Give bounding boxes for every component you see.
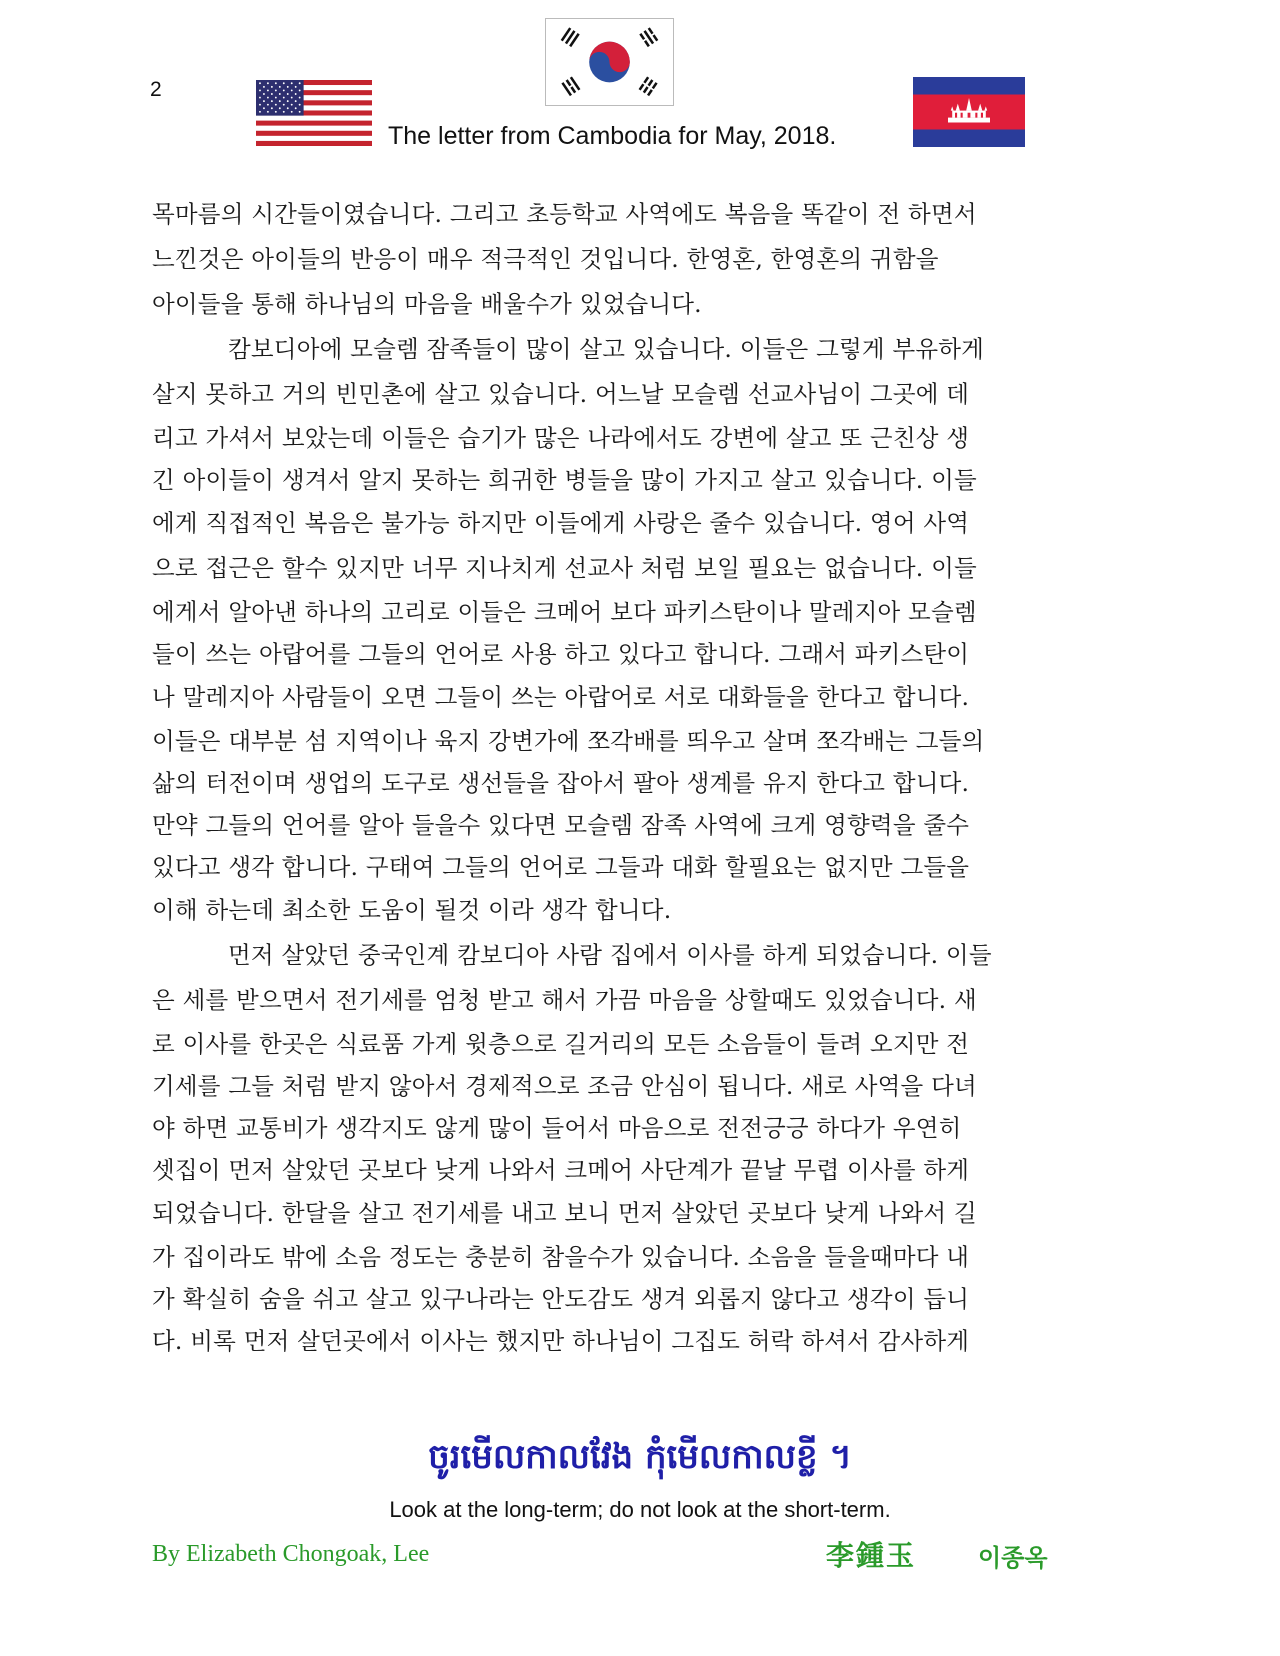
body-line: 있다고 생각 합니다. 구태여 그들의 언어로 그들과 대화 할필요는 없지만 그들을 xyxy=(152,853,970,881)
body-line: 로 이사를 한곳은 식료품 가게 윗층으로 길거리의 모든 소음들이 들려 오지만 전 xyxy=(152,1030,970,1058)
body-line: 만약 그들의 언어를 알아 들을수 있다면 모슬렘 잠족 사역에 크게 영향력을 줄수 xyxy=(152,811,970,839)
united-states-flag-icon xyxy=(256,80,372,146)
body-line: 야 하면 교통비가 생각지도 않게 많이 들어서 마음으로 전전긍긍 하다가 우연히 xyxy=(152,1114,962,1142)
body-line: 되었습니다. 한달을 살고 전기세를 내고 보니 먼저 살았던 곳보다 낮게 나와서 길 xyxy=(152,1199,977,1227)
khmer-proverb: ចូរមើលកាលវែង កុំមើលកាលខ្លី ។ xyxy=(428,1437,852,1477)
body-line: 가 집이라도 밖에 소음 정도는 충분히 참을수가 있습니다. 소음을 들을때마다 내 xyxy=(152,1243,970,1271)
body-line: 으로 접근은 할수 있지만 너무 지나치게 선교사 처럼 보일 필요는 없습니다. 이들 xyxy=(152,554,977,582)
body-line: 느낀것은 아이들의 반응이 매우 적극적인 것입니다. 한영혼, 한영혼의 귀함을 xyxy=(152,245,939,273)
letter-title: The letter from Cambodia for May, 2018. xyxy=(388,122,837,150)
body-line: 삶의 터전이며 생업의 도구로 생선들을 잡아서 팔아 생계를 유지 한다고 합니다. xyxy=(152,769,970,797)
body-line: 은 세를 받으면서 전기세를 엄청 받고 해서 가끔 마음을 상할때도 있었습니다. 새 xyxy=(152,986,977,1014)
body-line: 리고 가셔서 보았는데 이들은 습기가 많은 나라에서도 강변에 살고 또 근친상 생 xyxy=(152,424,970,452)
body-line: 아이들을 통해 하나님의 마음을 배울수가 있었습니다. xyxy=(152,290,702,318)
letter-body xyxy=(152,192,1120,1362)
body-line: 긴 아이들이 생겨서 알지 못하는 희귀한 병들을 많이 가지고 살고 있습니다. 이들 xyxy=(152,466,977,494)
south-korea-flag-icon xyxy=(545,18,674,106)
author-signature: By Elizabeth Chongoak, Lee xyxy=(152,1541,430,1567)
body-line: 나 말레지아 사람들이 오면 그들이 쓰는 아랍어로 서로 대화들을 한다고 합니다. xyxy=(152,683,970,711)
paragraph-start-line: 먼저 살았던 중국인계 캄보디아 사람 집에서 이사를 하게 되었습니다. 이들 xyxy=(228,941,992,969)
body-line: 이들은 대부분 섬 지역이나 육지 강변가에 쪼각배를 띄우고 살며 쪼각배는 그들의 xyxy=(152,727,985,755)
body-line: 목마름의 시간들이였습니다. 그리고 초등학교 사역에도 복음을 똑같이 전 하면서 xyxy=(152,200,977,228)
english-proverb: Look at the long-term; do not look at the short-term. xyxy=(389,1497,891,1522)
body-line: 들이 쓰는 아랍어를 그들의 언어로 사용 하고 있다고 합니다. 그래서 파키스탄이 xyxy=(152,640,970,668)
body-line: 다. 비록 먼저 살던곳에서 이사는 했지만 하나님이 그집도 허락 하셔서 감사하게 xyxy=(152,1327,970,1355)
author-name-hangul: 이종옥 xyxy=(978,1544,1048,1572)
body-line: 기세를 그들 처럼 받지 않아서 경제적으로 조금 안심이 됩니다. 새로 사역을 다녀 xyxy=(152,1072,977,1100)
body-line: 셋집이 먼저 살았던 곳보다 낮게 나와서 크메어 사단계가 끝날 무렵 이사를 하게 xyxy=(152,1156,970,1184)
cambodia-flag-icon xyxy=(913,77,1025,147)
author-name-hanja: 李鍾玉 xyxy=(826,1539,917,1572)
body-line: 에게 직접적인 복음은 불가능 하지만 이들에게 사랑은 줄수 있습니다. 영어 사역 xyxy=(152,509,970,537)
body-line: 이해 하는데 최소한 도움이 될것 이라 생각 합니다. xyxy=(152,896,672,924)
body-line: 에게서 알아낸 하나의 고리로 이들은 크메어 보다 파키스탄이나 말레지아 모슬렘 xyxy=(152,598,977,626)
body-line: 살지 못하고 거의 빈민촌에 살고 있습니다. 어느날 모슬렘 선교사님이 그곳에 데 xyxy=(152,380,970,408)
body-line: 가 확실히 숨을 쉬고 살고 있구나라는 안도감도 생겨 외롭지 않다고 생각이 듭니 xyxy=(152,1285,970,1313)
page-number: 2 xyxy=(150,78,162,101)
paragraph-start-line: 캄보디아에 모슬렘 잠족들이 많이 살고 있습니다. 이들은 그렇게 부유하게 xyxy=(228,335,985,363)
